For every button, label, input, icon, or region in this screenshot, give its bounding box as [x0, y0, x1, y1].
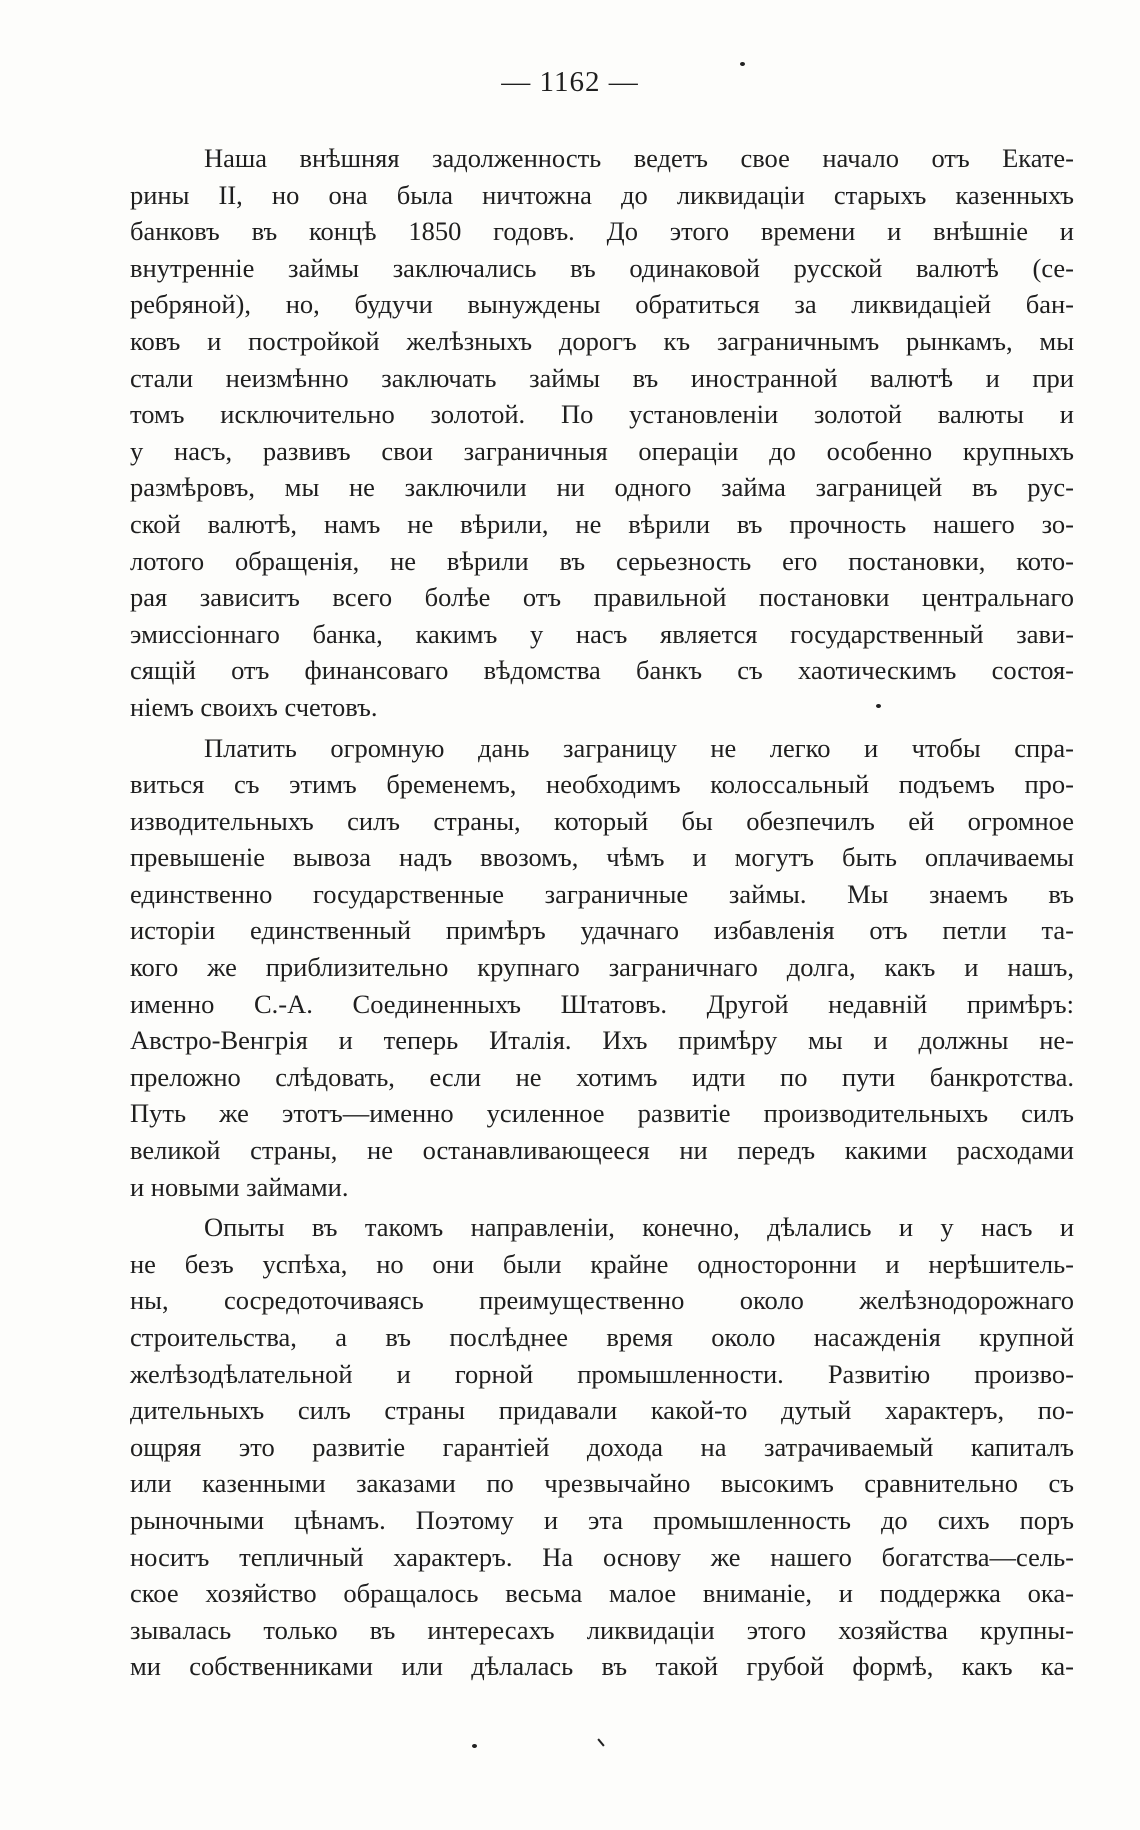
text-line: Австро-Венгрія и теперь Италія. Ихъ примѣру мы и должны не- — [130, 1025, 1074, 1056]
text-line: единственно государственные заграничные займы. Мы знаемъ въ — [130, 878, 1074, 909]
text-line: ребряной), но, будучи вынуждены обратиться за ликвидаціей бан- — [130, 289, 1074, 320]
text-line: именно С.-А. Соединенныхъ Штатовъ. Другой недавній примѣръ: — [130, 988, 1074, 1019]
text-line: Путь же этотъ—именно усиленное развитіе производительныхъ силъ — [130, 1098, 1074, 1129]
text-line: Платить огромную дань заграницу не легко и чтобы спра- — [204, 732, 1074, 763]
text-line: лотого обращенія, не вѣрили въ серьезность его постановки, кото- — [130, 545, 1074, 576]
text-line: носитъ тепличный характеръ. На основу же нашего богатства—сель- — [130, 1541, 1074, 1572]
text-line: стали неизмѣнно заключать займы въ иностранной валютѣ и при — [130, 362, 1074, 393]
text-line: Опыты въ такомъ направленіи, конечно, дѣлались и у насъ и — [204, 1212, 1074, 1243]
text-line: преложно слѣдовать, если не хотимъ идти по пути банкротства. — [130, 1061, 1074, 1092]
text-line: кого же приблизительно крупнаго заграничнаго долга, какъ и нашъ, — [130, 952, 1074, 983]
paragraph-2 — [130, 730, 1074, 1206]
text-line: ніемъ своихъ счетовъ. — [130, 691, 378, 722]
text-line: желѣзодѣлательной и горной промышленности. Развитію произво- — [130, 1358, 1074, 1389]
text-line: ковъ и постройкой желѣзныхъ дорогъ къ заграничнымъ рынкамъ, мы — [130, 325, 1074, 356]
text-line: размѣровъ, мы не заключили ни одного займа заграницей въ рус- — [130, 472, 1074, 503]
scan-speck — [472, 1744, 477, 1748]
text-line: великой страны, не останавливающееся ни передъ какими расходами — [130, 1135, 1074, 1166]
scan-mark — [597, 1738, 604, 1746]
text-line: ской валютѣ, намъ не вѣрили, не вѣрили въ прочность нашего зо- — [130, 508, 1074, 539]
text-line: рины II, но она была ничтожна до ликвидаціи старыхъ казенныхъ — [130, 179, 1074, 210]
text-line: строительства, а въ послѣднее время около насажденія крупной — [130, 1322, 1074, 1352]
text-line: исторіи единственный примѣръ удачнаго избавленія отъ петли та- — [130, 915, 1074, 946]
text-line: ское хозяйство обращалось весьма малое вниманіе, и поддержка ока- — [130, 1578, 1074, 1609]
text-line: зывалась только въ интересахъ ликвидаціи этого хозяйства крупны- — [130, 1614, 1074, 1645]
text-line: и новыми займами. — [130, 1171, 349, 1202]
text-line: рая зависитъ всего болѣе отъ правильной постановки центральнаго — [130, 582, 1074, 613]
text-line: или казенными заказами по чрезвычайно высокимъ сравнительно съ — [130, 1468, 1074, 1499]
scan-speck — [740, 62, 745, 66]
text-line: внутренніе займы заключались въ одинаковой русской валютѣ (се- — [130, 252, 1074, 283]
body-text — [130, 140, 1074, 1685]
text-line: банковъ въ концѣ 1850 годовъ. До этого времени и внѣшніе и — [130, 216, 1074, 247]
text-line: томъ исключительно золотой. По установленіи золотой валюты и — [130, 399, 1074, 430]
text-line: эмиссіоннаго банка, какимъ у насъ является государственный зави- — [130, 618, 1074, 649]
text-line: ми собственниками или дѣлалась въ такой грубой формѣ, какъ ка- — [130, 1651, 1074, 1682]
text-line: не безъ успѣха, но они были крайне односторонни и нерѣшитель- — [130, 1248, 1074, 1279]
text-line: ны, сосредоточиваясь преимущественно около желѣзнодорожнаго — [130, 1285, 1074, 1316]
text-line: ощряя это развитіе гарантіей дохода на затрачиваемый капиталъ — [130, 1431, 1074, 1462]
scan-speck — [876, 704, 881, 708]
paragraph-1 — [130, 140, 1074, 726]
text-line: рыночными цѣнамъ. Поэтому и эта промышленность до сихъ поръ — [130, 1504, 1074, 1535]
text-line: у насъ, развивъ свои заграничныя операціи до особенно крупныхъ — [130, 435, 1074, 466]
text-line: сящій отъ финансоваго вѣдомства банкъ съ хаотическимъ состоя- — [130, 655, 1074, 686]
text-line: изводительныхъ силъ страны, который бы обезпечилъ ей огромное — [130, 805, 1074, 836]
paragraph-3 — [130, 1209, 1074, 1685]
text-line: превышеніе вывоза надъ ввозомъ, чѣмъ и могутъ быть оплачиваемы — [130, 842, 1074, 873]
text-line: виться съ этимъ бременемъ, необходимъ колоссальный подъемъ про- — [130, 769, 1074, 800]
text-line: дительныхъ силъ страны придавали какой-то дутый характеръ, по- — [130, 1395, 1074, 1426]
text-line: Наша внѣшняя задолженность ведетъ свое начало отъ Екате- — [204, 143, 1074, 173]
page-number: — 1162 — — [501, 66, 639, 98]
